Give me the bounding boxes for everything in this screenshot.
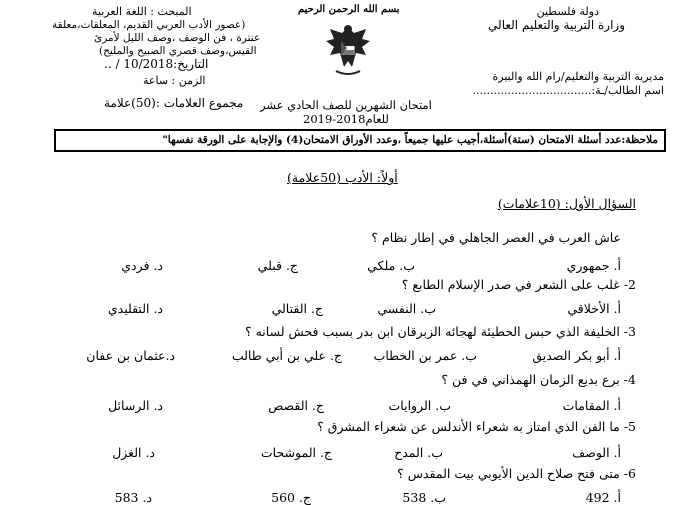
question-6: 6- متى فتح صلاح الدين الأيوبي بيت المقدس ؟ [397,466,636,481]
q3-option-c[interactable]: ج. علي بن أبي طالب [231,348,342,363]
q3-option-b[interactable]: ب. عمر بن الخطاب [373,348,477,363]
question-4: 4- برع بديع الزمان الهمذاني في فن ؟ [441,372,636,387]
topics-line-1: (عصور الأدب العربي القديم، المعلقات،معلقة [52,19,246,31]
q5-option-d[interactable]: د. الغزل [112,445,155,460]
palestinian-eagle-emblem-icon [322,19,374,81]
q2-option-b[interactable]: ب. النفسي [377,301,436,316]
q2-option-d[interactable]: د. التقليدي [107,301,163,316]
q1-option-b[interactable]: ب. ملكي [367,258,415,273]
q2-option-c[interactable]: ج. القتالي [271,301,323,316]
q4-option-c[interactable]: ج. القصص [268,398,324,413]
basmala: بسم الله الرحمن الرحيم [298,4,400,15]
question-2: 2- غلب على الشعر في صدر الإسلام الطابع ؟ [401,277,636,292]
ministry-name: وزارة التربية والتعليم العالي [488,18,625,32]
q1-option-c[interactable]: ج. قبلي [257,258,298,273]
topics-line-2: عنترة ، فن الوصف ،وصف الليل لأمرئ [94,32,261,44]
state-name: دولة فلسطين [536,5,599,18]
q5-option-a[interactable]: أ. الوصف [572,445,621,460]
q4-option-d[interactable]: د. الرسائل [108,398,163,413]
section-title: أولاً: الأدب (50علامة) [287,170,398,185]
question1-title [498,196,636,211]
q5-option-b[interactable]: ب. المدح [394,445,443,460]
q6-option-d[interactable]: د. 583 [114,490,152,505]
academic-year: للعام2018-2019 [303,112,389,126]
total-marks: مجموع العلامات :(50)علامة [104,96,244,110]
q4-option-b[interactable]: ب. الروايات [388,398,451,413]
q1-option-d[interactable]: د. فردي [121,258,163,273]
question-3: 3- الخليفة الذي حبس الحطيئة لهجائه الزبرقان ابن بدر بسبب فحش لسانه ؟ [245,324,636,339]
q3-option-d[interactable]: د.عثمان بن عفان [86,348,175,363]
q3-option-a[interactable]: أ. أبو بكر الصديق [532,348,621,363]
exam-duration: الزمن : ساعة [143,74,206,87]
q6-option-c[interactable]: ج. 560 [271,490,311,505]
q1-option-a[interactable]: أ. جمهوري [566,258,621,273]
exam-note-box [54,129,666,152]
student-name-field: اسم الطالب/ـة:.................................. [472,84,664,97]
exam-note: ملاحظة:عدد أسئلة الامتحان (ستة)أسئلة،أجيب عليها جميعاً ،وعدد الأوراق الامتحان(4) والإجابة على الورقة نفسها" [162,134,658,146]
q4-option-a[interactable]: أ. المقامات [562,398,621,413]
exam-date: التاريخ:10/2018 / .. [104,57,209,71]
q6-option-a[interactable]: أ. 492 [585,490,621,505]
q6-option-b[interactable]: ب. 538 [402,490,446,505]
topics-line-3: القيس،وصف قصري الصبيح والمليح) [99,45,257,57]
subject-label: المبحث : اللغة العربية [92,5,192,18]
directorate-name: مديرية التربية والتعليم/رام الله والبيرة [492,70,664,83]
q2-option-a[interactable]: أ. الأخلاقي [567,301,621,316]
question1-title-text: السؤال الأول: (10علامات) [497,196,636,211]
exam-title: امتحان الشهرين للصف الحادي عشر [260,98,432,112]
q5-option-c[interactable]: ج. الموشحات [260,445,332,460]
question-1: عاش العرب في العصر الجاهلي في إطار نظام ؟ [371,230,621,245]
question-5: 5- ما الفن الذي امتاز به شعراء الأندلس عن شعراء المشرق ؟ [317,419,636,434]
